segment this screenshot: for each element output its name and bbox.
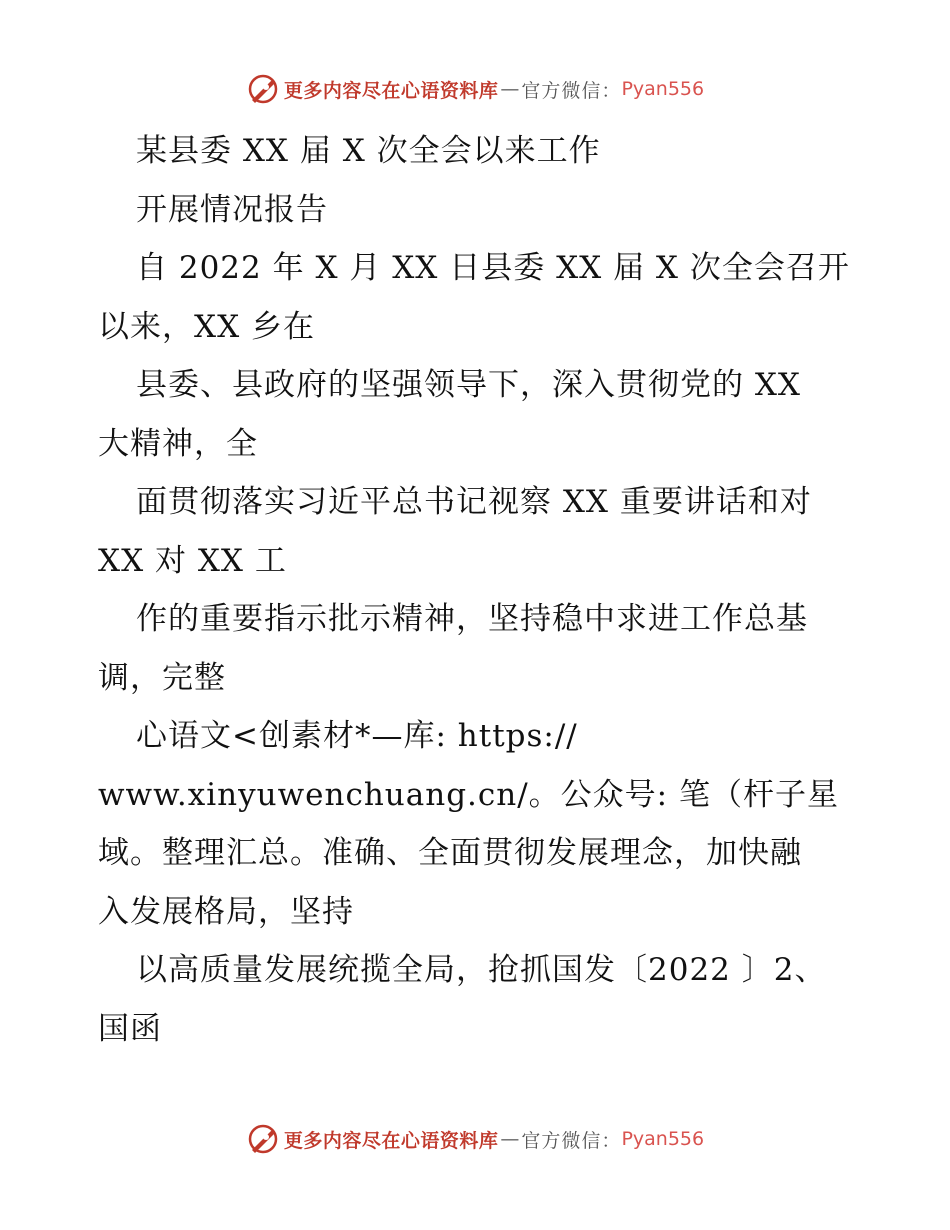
text-line: 面贯彻落实习近平总书记视察 XX 重要讲话和对: [136, 484, 812, 520]
text-line: 心语文<创素材*—库: https://: [136, 718, 578, 754]
text-line: 作的重要指示批示精神，坚持稳中求进工作总基: [136, 601, 808, 637]
text-line: www.xinyuwenchuang.cn/。公众号: 笔（杆子星: [98, 776, 839, 813]
watermark-separator: —: [500, 1128, 520, 1150]
footer-watermark: [0, 1122, 950, 1156]
text-line: 以高质量发展统揽全局，抢抓国发〔2022 〕2、: [136, 952, 827, 988]
text-line: 入发展格局，坚持: [98, 893, 354, 930]
text-line: 自 2022 年 X 月 XX 日县委 XX 届 X 次全会召开: [136, 250, 850, 286]
document-body: [98, 122, 858, 1058]
header-watermark: [0, 72, 950, 106]
text-line: 县委、县政府的坚强领导下，深入贯彻党的 XX: [136, 367, 801, 403]
watermark-main-text: 更多内容尽在心语资料库: [283, 1129, 499, 1152]
text-line: 大精神，全: [98, 425, 258, 462]
watermark-separator: —: [500, 78, 520, 100]
text-line: 以来，XX 乡在: [98, 308, 315, 345]
watermark-wechat-id: Pyan556: [621, 1128, 705, 1150]
text-line: 某县委 XX 届 X 次全会以来工作: [136, 133, 601, 169]
watermark-main-text: 更多内容尽在心语资料库: [283, 79, 499, 102]
text-line: 国函: [98, 1010, 162, 1047]
watermark-sub-text: 官方微信：: [521, 1129, 622, 1152]
text-line: 调，完整: [98, 659, 226, 696]
pen-logo-icon: [246, 72, 280, 106]
watermark-sub-text: 官方微信：: [521, 79, 622, 102]
text-line: 域。整理汇总。准确、全面贯彻发展理念，加快融: [98, 835, 802, 871]
pen-logo-icon: [246, 1122, 280, 1156]
watermark-wechat-id: Pyan556: [621, 78, 705, 100]
text-line: 开展情况报告: [136, 191, 328, 228]
text-line: XX 对 XX 工: [98, 542, 287, 579]
